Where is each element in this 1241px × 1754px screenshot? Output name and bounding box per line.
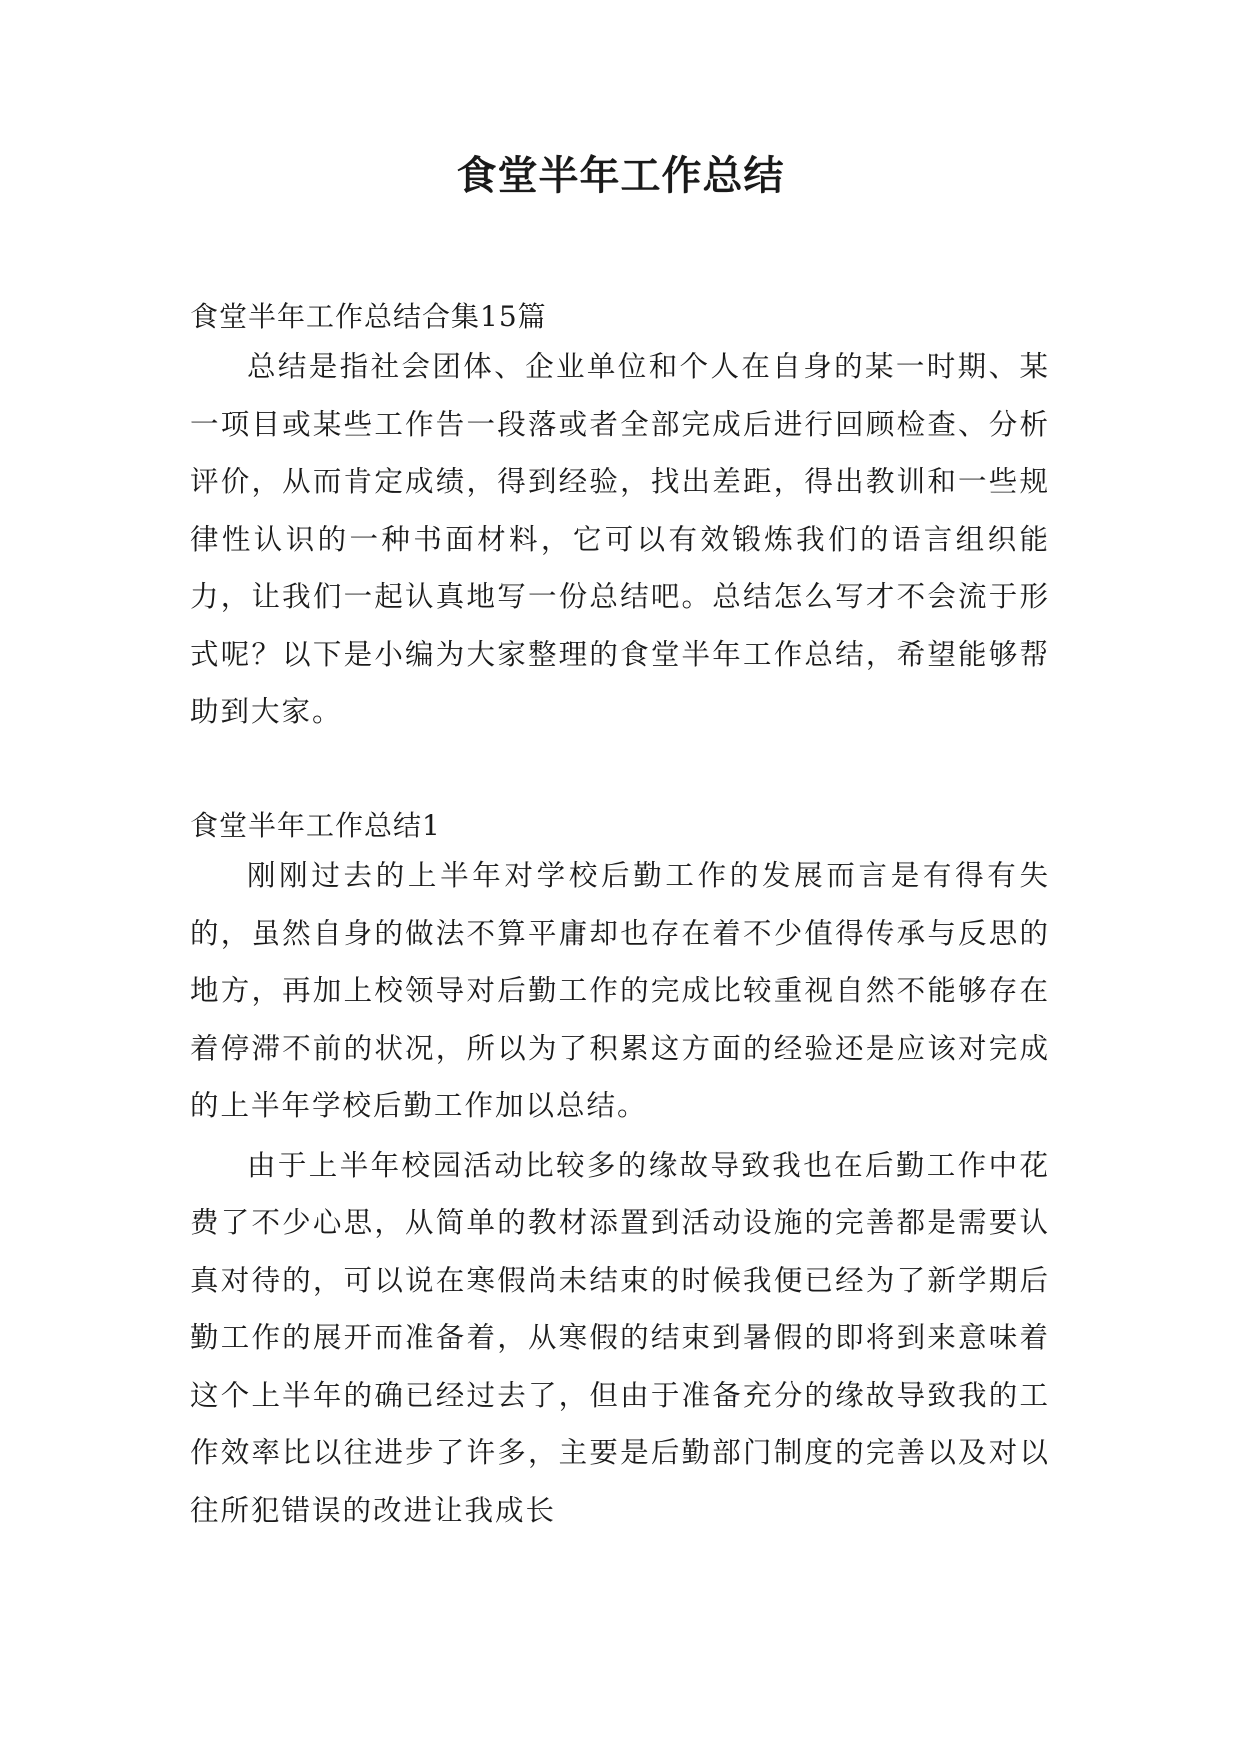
document-title: 食堂半年工作总结 [456,153,785,199]
summary-section-1 [190,805,1050,1539]
paragraph: 刚刚过去的上半年对学校后勤工作的发展而言是有得有失的，虽然自身的做法不算平庸却也存在着不少值得传承与反思的地方，再加上校领导对后勤工作的完成比较重视自然不能够存在着停滞不前的状况，所以为了积累这方面的经验还是应该对完成的上半年学校后勤工作加以总结。 [190,859,1050,1122]
paragraph: 总结是指社会团体、企业单位和个人在自身的某一时期、某一项目或某些工作告一段落或者全部完成后进行回顾检查、分析评价，从而肯定成绩，得到经验，找出差距，得出教训和一些规律性认识的一种书面材料，它可以有效锻炼我们的语言组织能力，让我们一起认真地写一份总结吧。总结怎么写才不会流于形式呢？以下是小编为大家整理的食堂半年工作总结，希望能够帮助到大家。 [190,350,1050,728]
section-subhead: 食堂半年工作总结1 [190,809,441,842]
paragraph: 由于上半年校园活动比较多的缘故导致我也在后勤工作中花费了不少心思，从简单的教材添置到活动设施的完善都是需要认真对待的，可以说在寒假尚未结束的时候我便已经为了新学期后勤工作的展开而准备着，从寒假的结束到暑假的即将到来意味着这个上半年的确已经过去了，但由于准备充分的缘故导致我的工作效率比以往进步了许多，主要是后勤部门制度的完善以及对以往所犯错误的改进让我成长 [190,1148,1050,1527]
intro-section [190,296,1050,741]
section-subhead: 食堂半年工作总结合集15篇 [190,300,547,333]
